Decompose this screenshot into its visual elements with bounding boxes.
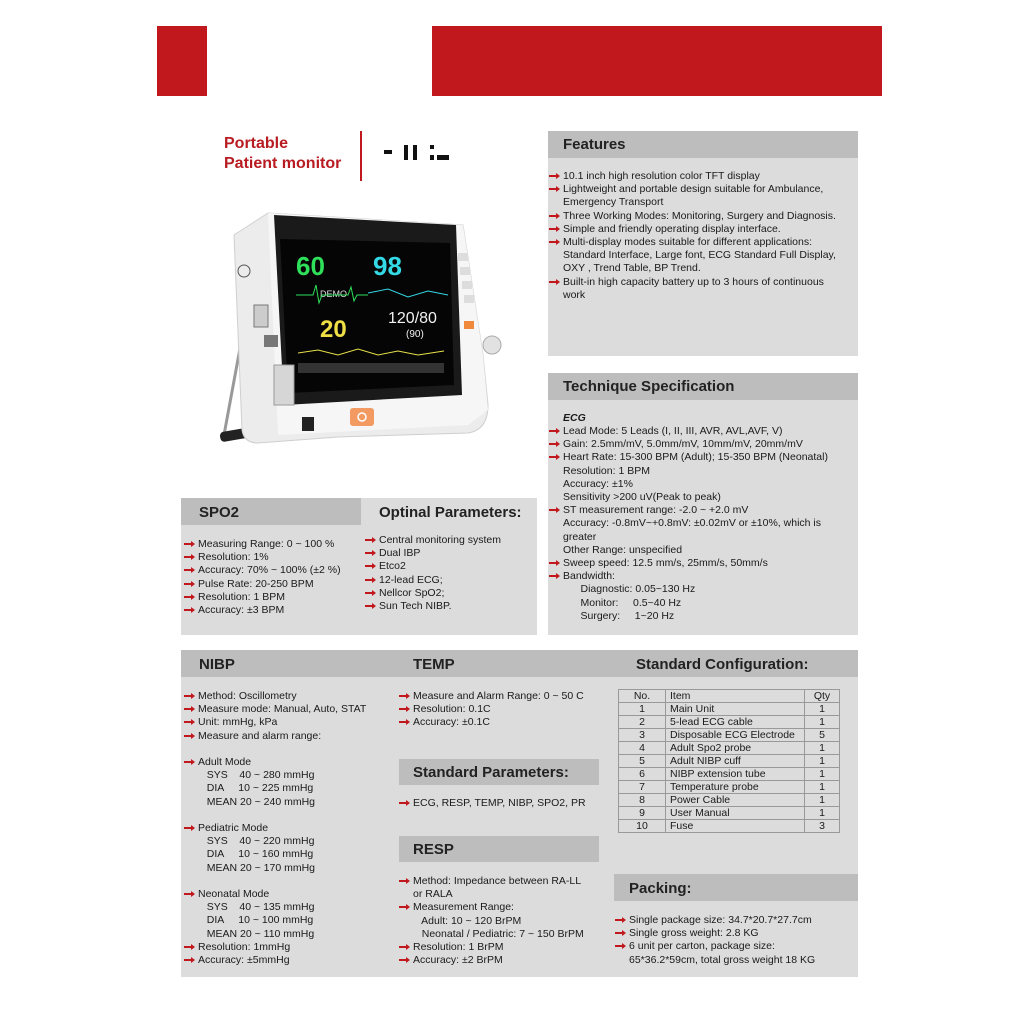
list-item: Adult: 10 ~ 120 BrPM (413, 914, 522, 927)
temp-heading: TEMP (413, 656, 455, 673)
list-item: Measuring Range: 0 ~ 100 % (198, 538, 341, 551)
table-cell: 8 (619, 794, 666, 807)
resp-list (413, 875, 584, 967)
title-divider (360, 131, 362, 181)
list-item: SYS 40 ~ 280 mmHg (198, 769, 315, 782)
list-item: Resolution: 1% (198, 551, 341, 564)
list-item: 65*36.2*59cm, total gross weight 18 KG (629, 953, 816, 966)
standard-params-heading: Standard Parameters: (413, 764, 569, 781)
table-cell: 5-lead ECG cable (666, 716, 805, 729)
table-cell: NIBP extension tube (666, 768, 805, 781)
list-item: Pulse Rate: 20-250 BPM (198, 578, 341, 591)
standard-params-list (413, 797, 586, 810)
list-item: Nellcor SpO2; (379, 587, 501, 600)
table-cell: 1 (805, 794, 840, 807)
header-red-banner (432, 26, 882, 96)
list-item: Single gross weight: 2.8 KG (629, 927, 815, 940)
table-cell: 5 (805, 729, 840, 742)
list-item (198, 743, 366, 756)
config-table-header (619, 690, 840, 703)
list-item: SYS 40 ~ 135 mmHg (198, 901, 315, 914)
table-cell: 2 (619, 716, 666, 729)
list-item: Resolution: 0.1C (413, 703, 584, 716)
svg-text:DEMO: DEMO (320, 289, 347, 299)
list-item: Resolution: 1 BPM (563, 464, 650, 477)
optional-heading: Optinal Parameters: (379, 504, 522, 521)
list-item: greater (563, 530, 597, 543)
table-cell: User Manual (666, 807, 805, 820)
table-cell: 6 (619, 768, 666, 781)
table-cell: 9 (619, 807, 666, 820)
list-item: ECG, RESP, TEMP, NIBP, SPO2, PR (413, 797, 586, 809)
features-heading: Features (563, 136, 626, 153)
list-item: Measure and alarm range: (198, 730, 366, 743)
list-item: ST measurement range: -2.0 ~ +2.0 mV (563, 504, 828, 517)
list-item: Accuracy: ±2 BrPM (413, 954, 584, 967)
list-item: Neonatal Mode (198, 888, 366, 901)
list-item: DIA 10 ~ 100 mmHg (198, 914, 314, 927)
list-item (198, 809, 366, 822)
table-cell: 7 (619, 781, 666, 794)
technique-list (563, 425, 828, 623)
svg-text:20: 20 (320, 316, 347, 343)
list-item: 12-lead ECG; (379, 574, 501, 587)
list-item: Resolution: 1 BrPM (413, 941, 584, 954)
list-item: Adult Mode (198, 756, 366, 769)
table-cell: 1 (805, 807, 840, 820)
patient-monitor-image (218, 205, 518, 475)
table-cell: Main Unit (666, 703, 805, 716)
optional-list (379, 534, 501, 613)
table-cell: Power Cable (666, 794, 805, 807)
list-item: Diagnostic: 0.05~130 Hz (563, 583, 696, 596)
nibp-list (198, 690, 366, 967)
table-cell: 4 (619, 742, 666, 755)
list-item: Accuracy: ±1% (563, 477, 633, 490)
list-item: DIA 10 ~ 160 mmHg (198, 848, 314, 861)
table-row (619, 716, 840, 729)
spo2-heading: SPO2 (199, 504, 240, 521)
list-item: Resolution: 1mmHg (198, 941, 366, 954)
list-item: MEAN 20 ~ 170 mmHg (198, 861, 316, 874)
list-item: Measurement Range: (413, 901, 584, 914)
list-item: Measure mode: Manual, Auto, STAT (198, 703, 367, 716)
list-item (198, 875, 366, 888)
list-item: Simple and friendly operating display interface. (563, 223, 836, 236)
list-item: Lightweight and portable design suitable for Ambulance, Emergency Transport (563, 183, 836, 209)
list-item: Built-in high capacity battery up to 3 hours of continuous work (563, 276, 836, 302)
list-item: Accuracy: 70% ~ 100% (±2 %) (198, 564, 341, 577)
table-cell: 1 (805, 781, 840, 794)
list-item: Sun Tech NIBP. (379, 600, 501, 613)
table-row (619, 755, 840, 768)
product-title-line2: Patient monitor (224, 155, 342, 172)
table-cell: Adult NIBP cuff (666, 755, 805, 768)
nibp-heading: NIBP (199, 656, 235, 673)
technique-heading: Technique Specification (563, 378, 735, 395)
table-row (619, 768, 840, 781)
table-row (619, 781, 840, 794)
list-item: Single package size: 34.7*20.7*27.7cm (629, 914, 815, 927)
list-item: Monitor: 0.5~40 Hz (563, 596, 682, 609)
list-item: Accuracy: ±3 BPM (198, 604, 341, 617)
list-item: Sweep speed: 12.5 mm/s, 25mm/s, 50mm/s (563, 557, 828, 570)
list-item: Method: Impedance between RA-LL (413, 875, 584, 888)
table-cell: 1 (805, 703, 840, 716)
list-item: Multi-display modes suitable for different applications: Standard Interface, Large font, ECG Standard Full Display, OXY , Trend Table, BP Trend. (563, 236, 836, 275)
list-item: Gain: 2.5mm/mV, 5.0mm/mV, 10mm/mV, 20mm/mV (563, 438, 828, 451)
temp-list (413, 690, 584, 730)
table-cell: 1 (805, 716, 840, 729)
header-red-block-left (157, 26, 207, 96)
table-cell: 10 (619, 820, 666, 833)
table-cell: 5 (619, 755, 666, 768)
table-header-cell: Qty (805, 690, 840, 703)
list-item: Heart Rate: 15-300 BPM (Adult); 15-350 BPM (Neonatal) (563, 451, 828, 464)
list-item: Dual IBP (379, 547, 501, 560)
list-item: Etco2 (379, 560, 501, 573)
table-row (619, 703, 840, 716)
table-cell: 1 (805, 742, 840, 755)
list-item: Central monitoring system (379, 534, 501, 546)
list-item: Bandwidth: (563, 570, 828, 583)
list-item: 10.1 inch high resolution color TFT display (563, 170, 836, 183)
svg-text:120/80: 120/80 (388, 310, 437, 327)
list-item: MEAN 20 ~ 110 mmHg (198, 927, 315, 940)
screen-hr: 60 (296, 251, 325, 281)
table-cell: Temperature probe (666, 781, 805, 794)
spo2-list (198, 538, 341, 617)
list-item: Method: Oscillometry (198, 690, 366, 703)
table-row (619, 807, 840, 820)
list-item: Lead Mode: 5 Leads (I, II, III, AVR, AVL,AVF, V) (563, 425, 828, 438)
packing-heading: Packing: (629, 880, 692, 897)
table-row (619, 820, 840, 833)
list-item: 6 unit per carton, package size: (629, 940, 815, 953)
list-item: Resolution: 1 BPM (198, 591, 341, 604)
list-item: Accuracy: ±5mmHg (198, 954, 366, 967)
product-title-line1: Portable (224, 135, 289, 152)
table-cell: 1 (619, 703, 666, 716)
list-item: or RALA (413, 888, 453, 901)
table-cell: 1 (805, 768, 840, 781)
features-list (563, 170, 836, 302)
list-item: DIA 10 ~ 225 mmHg (198, 782, 314, 795)
resp-heading: RESP (413, 841, 454, 858)
list-item: Measure and Alarm Range: 0 ~ 50 C (413, 690, 584, 702)
list-item: Other Range: unspecified (563, 543, 683, 556)
config-heading: Standard Configuration: (636, 656, 809, 673)
table-row (619, 794, 840, 807)
product-title (224, 134, 341, 174)
brand-logo (384, 144, 468, 162)
table-cell: 1 (805, 755, 840, 768)
table-row (619, 729, 840, 742)
table-header-cell: No. (619, 690, 666, 703)
list-item: Surgery: 1~20 Hz (563, 609, 675, 622)
table-row (619, 742, 840, 755)
ecg-label: ECG (563, 412, 586, 424)
table-cell: Fuse (666, 820, 805, 833)
list-item: Accuracy: -0.8mV~+0.8mV: ±0.02mV or ±10%, which is (563, 517, 821, 530)
svg-text:(90): (90) (406, 329, 424, 340)
list-item: Accuracy: ±0.1C (413, 716, 584, 729)
list-item: Neonatal / Pediatric: 7 ~ 150 BrPM (413, 927, 584, 940)
packing-list (629, 914, 815, 967)
table-cell: 3 (805, 820, 840, 833)
list-item: SYS 40 ~ 220 mmHg (198, 835, 315, 848)
table-cell: Disposable ECG Electrode (666, 729, 805, 742)
list-item: Sensitivity >200 uV(Peak to peak) (563, 491, 721, 504)
list-item: MEAN 20 ~ 240 mmHg (198, 795, 316, 808)
table-cell: Adult Spo2 probe (666, 742, 805, 755)
table-header-cell: Item (666, 690, 805, 703)
list-item: Unit: mmHg, kPa (198, 716, 366, 729)
list-item: Three Working Modes: Monitoring, Surgery and Diagnosis. (563, 209, 836, 222)
config-table (618, 689, 840, 833)
table-cell: 3 (619, 729, 666, 742)
list-item: Pediatric Mode (198, 822, 366, 835)
svg-text:98: 98 (373, 251, 402, 281)
